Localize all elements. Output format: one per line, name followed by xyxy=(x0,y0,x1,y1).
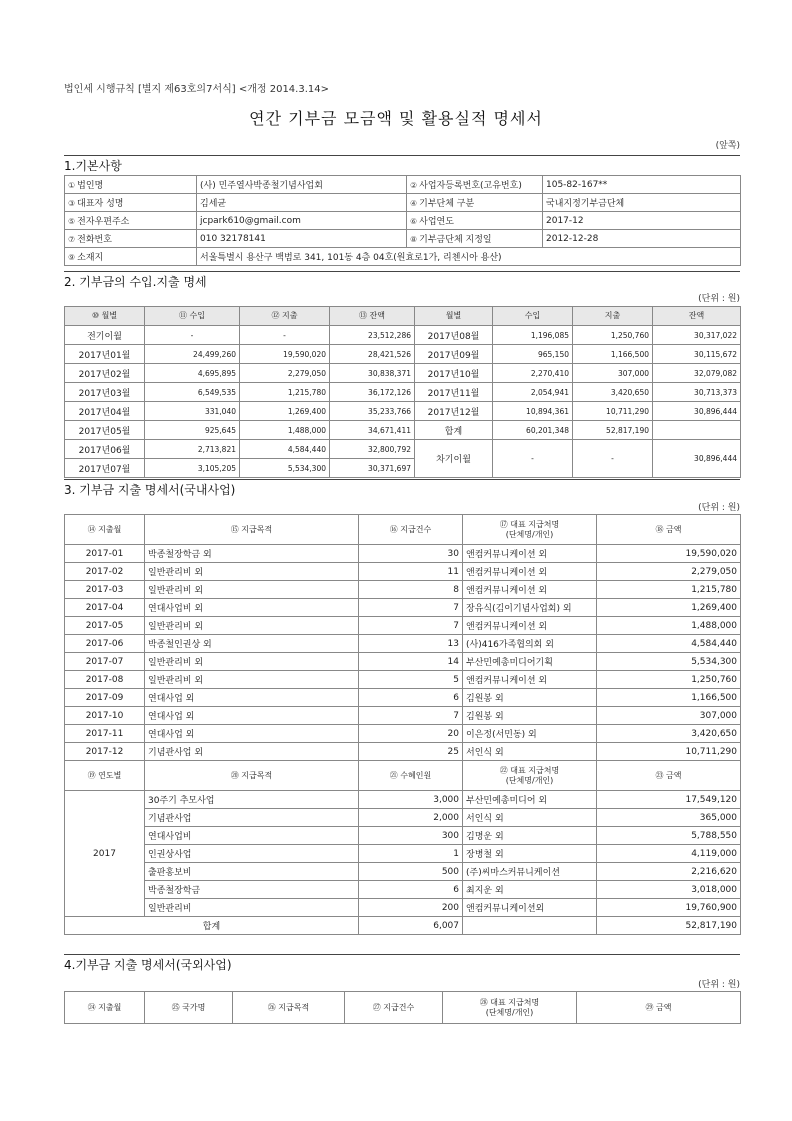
count-cell: 500 xyxy=(359,863,463,881)
info-row xyxy=(65,194,741,212)
table-row xyxy=(65,345,741,364)
payee-cell: 장병철 외 xyxy=(463,845,597,863)
header-line: ㉒ 대표 지급처명 xyxy=(499,765,560,775)
section2-title: 2. 기부금의 수입.지출 명세 xyxy=(64,275,207,289)
expense-row xyxy=(65,671,741,689)
carryover-balance: 30,896,444 xyxy=(653,440,741,478)
header-line: (단체명/개인) xyxy=(485,1007,534,1017)
item-number: ⑨ xyxy=(68,253,76,262)
info-label-text: 전자우편주소 xyxy=(77,217,130,227)
count-cell: 25 xyxy=(359,743,463,761)
count-cell: 200 xyxy=(359,899,463,917)
month-cell: 2017년02월 xyxy=(65,364,145,383)
column-header: ⑯ 지급건수 xyxy=(359,515,463,545)
amount-cell: 17,549,120 xyxy=(597,791,741,809)
income-cell: 1,196,085 xyxy=(493,326,573,345)
table-row xyxy=(65,326,741,345)
item-number: ③ xyxy=(68,199,76,208)
expense-row xyxy=(65,617,741,635)
purpose-cell: 일반관리비 외 xyxy=(145,581,359,599)
total-row xyxy=(65,917,741,935)
column-header: ⑪ 수입 xyxy=(145,307,240,326)
balance-cell: 34,671,411 xyxy=(330,421,415,440)
column-header: 잔액 xyxy=(653,307,741,326)
column-header: ⑳ 지급목적 xyxy=(145,761,359,791)
carryover-label: 차기이월 xyxy=(415,440,493,478)
section3-unit: (단위 : 원) xyxy=(698,503,740,513)
table-header-row xyxy=(65,992,741,1024)
income-cell: 2,054,941 xyxy=(493,383,573,402)
table-row xyxy=(65,364,741,383)
info-label xyxy=(407,194,543,212)
info-value: 010 32178141 xyxy=(197,230,407,248)
payee-cell: (사)416가족협의회 외 xyxy=(463,635,597,653)
amount-cell: 10,711,290 xyxy=(597,743,741,761)
carryover-income: - xyxy=(493,440,573,478)
purpose-cell: 기념관사업 xyxy=(145,809,359,827)
section4-unit: (단위 : 원) xyxy=(698,980,740,990)
count-cell: 14 xyxy=(359,653,463,671)
column-header: ㉔ 지출월 xyxy=(65,992,145,1024)
balance-cell: 35,233,766 xyxy=(330,402,415,421)
expense-row xyxy=(65,743,741,761)
income-cell: 331,040 xyxy=(145,402,240,421)
info-value: 2012-12-28 xyxy=(543,230,741,248)
purpose-cell: 일반관리비 외 xyxy=(145,563,359,581)
table-header-row xyxy=(65,515,741,545)
count-cell: 6 xyxy=(359,689,463,707)
total-count: 6,007 xyxy=(359,917,463,935)
count-cell: 7 xyxy=(359,617,463,635)
month-cell: 2017-01 xyxy=(65,545,145,563)
payee-cell: 앤컴커뮤니케이션 외 xyxy=(463,617,597,635)
purpose-cell: 박종철장학금 외 xyxy=(145,545,359,563)
info-label-text: 기부단체 구분 xyxy=(419,199,475,209)
expense-row xyxy=(65,581,741,599)
month-cell: 2017-07 xyxy=(65,653,145,671)
balance-cell: 23,512,286 xyxy=(330,326,415,345)
count-cell: 7 xyxy=(359,707,463,725)
count-cell: 2,000 xyxy=(359,809,463,827)
section2-unit: (단위 : 원) xyxy=(698,294,740,304)
expense-row xyxy=(65,545,741,563)
column-header: ⑮ 지급목적 xyxy=(145,515,359,545)
count-cell: 30 xyxy=(359,545,463,563)
count-cell: 1 xyxy=(359,845,463,863)
yearly-row xyxy=(65,899,741,917)
balance-cell: 30,838,371 xyxy=(330,364,415,383)
column-header: ㉓ 금액 xyxy=(597,761,741,791)
item-number: ④ xyxy=(410,199,418,208)
month-cell: 2017년06월 xyxy=(65,440,145,459)
expense-cell: 19,590,020 xyxy=(240,345,330,364)
month-cell: 2017년08월 xyxy=(415,326,493,345)
column-header: ⑩ 월별 xyxy=(65,307,145,326)
header-line: ⑰ 대표 지급처명 xyxy=(499,519,560,529)
expense-cell: 307,000 xyxy=(573,364,653,383)
count-cell: 7 xyxy=(359,599,463,617)
column-header: ⑭ 지출월 xyxy=(65,515,145,545)
info-value: (사) 민주열사박종철기념사업회 xyxy=(197,176,407,194)
expense-row xyxy=(65,653,741,671)
purpose-cell: 출판홍보비 xyxy=(145,863,359,881)
expense-row xyxy=(65,635,741,653)
yearly-row xyxy=(65,827,741,845)
purpose-cell: 일반관리비 xyxy=(145,899,359,917)
purpose-cell: 연대사업비 xyxy=(145,827,359,845)
month-cell: 2017-06 xyxy=(65,635,145,653)
purpose-cell: 연대사업 외 xyxy=(145,707,359,725)
column-header xyxy=(463,761,597,791)
purpose-cell: 일반관리비 외 xyxy=(145,617,359,635)
month-cell: 2017-02 xyxy=(65,563,145,581)
expense-row xyxy=(65,563,741,581)
column-header: 월별 xyxy=(415,307,493,326)
info-value: 105-82-167** xyxy=(543,176,741,194)
purpose-cell: 일반관리비 외 xyxy=(145,653,359,671)
info-label xyxy=(65,248,197,266)
column-header xyxy=(443,992,577,1024)
yearly-row xyxy=(65,845,741,863)
month-cell: 2017-08 xyxy=(65,671,145,689)
purpose-cell: 연대사업비 외 xyxy=(145,599,359,617)
expense-cell: 52,817,190 xyxy=(573,421,653,440)
month-cell: 2017-05 xyxy=(65,617,145,635)
income-cell: 965,150 xyxy=(493,345,573,364)
document-title: 연간 기부금 모금액 및 활용실적 명세서 xyxy=(249,109,543,128)
month-cell: 2017-10 xyxy=(65,707,145,725)
amount-cell: 1,488,000 xyxy=(597,617,741,635)
info-label xyxy=(407,212,543,230)
item-number: ⑦ xyxy=(68,235,76,244)
month-cell: 2017년04월 xyxy=(65,402,145,421)
info-label-text: 법인명 xyxy=(77,181,104,191)
amount-cell: 4,119,000 xyxy=(597,845,741,863)
amount-cell: 1,166,500 xyxy=(597,689,741,707)
purpose-cell: 박종철장학금 xyxy=(145,881,359,899)
balance-cell xyxy=(653,421,741,440)
yearly-row xyxy=(65,881,741,899)
amount-cell: 3,018,000 xyxy=(597,881,741,899)
month-cell: 합계 xyxy=(415,421,493,440)
table-header-row xyxy=(65,307,741,326)
column-header xyxy=(463,515,597,545)
amount-cell: 2,279,050 xyxy=(597,563,741,581)
payee-cell: 앤컴커뮤니케이션 외 xyxy=(463,563,597,581)
total-amount: 52,817,190 xyxy=(597,917,741,935)
month-cell: 2017년09월 xyxy=(415,345,493,364)
address-value: 서울특별시 용산구 백범로 341, 101동 4층 04호(원효로1가, 리첸시아 용산) xyxy=(197,248,741,266)
income-expense-table xyxy=(64,306,741,478)
table-row xyxy=(65,402,741,421)
month-cell: 2017년10월 xyxy=(415,364,493,383)
amount-cell: 5,788,550 xyxy=(597,827,741,845)
info-label-text: 사업연도 xyxy=(419,217,454,227)
payee-cell: 최지운 외 xyxy=(463,881,597,899)
payee-cell: 김원봉 외 xyxy=(463,689,597,707)
column-header: ⑫ 지출 xyxy=(240,307,330,326)
header-line: (단체명/개인) xyxy=(505,775,554,785)
info-label xyxy=(407,230,543,248)
front-page-mark: (앞쪽) xyxy=(715,141,740,151)
info-row-address xyxy=(65,248,741,266)
purpose-cell: 기념관사업 외 xyxy=(145,743,359,761)
info-label xyxy=(65,194,197,212)
balance-cell: 30,371,697 xyxy=(330,459,415,478)
domestic-expense-table xyxy=(64,514,741,935)
expense-cell: 1,488,000 xyxy=(240,421,330,440)
amount-cell: 307,000 xyxy=(597,707,741,725)
section3-title: 3. 기부금 지출 명세서(국내사업) xyxy=(64,483,236,497)
amount-cell: 4,584,440 xyxy=(597,635,741,653)
item-number: ① xyxy=(68,181,76,190)
expense-row xyxy=(65,689,741,707)
form-reference: 법인세 시행규칙 [별지 제63호의7서식] <개정 2014.3.14> xyxy=(64,84,329,95)
expense-cell: 2,279,050 xyxy=(240,364,330,383)
column-header: ⑬ 잔액 xyxy=(330,307,415,326)
info-value: jcpark610@gmail.com xyxy=(197,212,407,230)
amount-cell: 19,590,020 xyxy=(597,545,741,563)
info-row xyxy=(65,176,741,194)
amount-cell: 1,215,780 xyxy=(597,581,741,599)
expense-cell: 3,420,650 xyxy=(573,383,653,402)
month-cell: 2017년03월 xyxy=(65,383,145,402)
purpose-cell: 박종철인권상 외 xyxy=(145,635,359,653)
year-cell: 2017 xyxy=(65,791,145,917)
section1-title: 1.기본사항 xyxy=(64,159,122,173)
basic-info-table xyxy=(64,175,741,266)
column-header: 수입 xyxy=(493,307,573,326)
info-value: 국내지정기부금단체 xyxy=(543,194,741,212)
info-row xyxy=(65,212,741,230)
expense-cell: 1,269,400 xyxy=(240,402,330,421)
expense-cell: 5,534,300 xyxy=(240,459,330,478)
column-header: 지출 xyxy=(573,307,653,326)
month-cell: 2017-09 xyxy=(65,689,145,707)
info-label xyxy=(407,176,543,194)
column-header: ㉑ 수혜인원 xyxy=(359,761,463,791)
total-payee xyxy=(463,917,597,935)
purpose-cell: 일반관리비 외 xyxy=(145,671,359,689)
item-number: ⑤ xyxy=(68,217,76,226)
payee-cell: 앤컴커뮤니케이션외 xyxy=(463,899,597,917)
payee-cell: 이은정(서민동) 외 xyxy=(463,725,597,743)
yearly-row xyxy=(65,791,741,809)
table-row xyxy=(65,383,741,402)
month-cell: 2017년11월 xyxy=(415,383,493,402)
expense-cell: - xyxy=(240,326,330,345)
amount-cell: 1,269,400 xyxy=(597,599,741,617)
info-label xyxy=(65,212,197,230)
balance-cell: 30,713,373 xyxy=(653,383,741,402)
amount-cell: 5,534,300 xyxy=(597,653,741,671)
income-cell: 2,713,821 xyxy=(145,440,240,459)
column-header: ⑱ 금액 xyxy=(597,515,741,545)
info-label-text: 전화번호 xyxy=(77,235,112,245)
income-cell: 2,270,410 xyxy=(493,364,573,383)
payee-cell: 앤컴커뮤니케이션 외 xyxy=(463,671,597,689)
payee-cell: 장유식(김이기념사업회) 외 xyxy=(463,599,597,617)
count-cell: 11 xyxy=(359,563,463,581)
section-divider xyxy=(64,155,740,156)
count-cell: 6 xyxy=(359,881,463,899)
month-cell: 2017-03 xyxy=(65,581,145,599)
purpose-cell: 연대사업 외 xyxy=(145,689,359,707)
balance-cell: 32,079,082 xyxy=(653,364,741,383)
amount-cell: 2,216,620 xyxy=(597,863,741,881)
payee-cell: (주)씨마스커뮤니케이션 xyxy=(463,863,597,881)
info-label xyxy=(65,230,197,248)
income-cell: 3,105,205 xyxy=(145,459,240,478)
count-cell: 300 xyxy=(359,827,463,845)
purpose-cell: 연대사업 외 xyxy=(145,725,359,743)
yearly-row xyxy=(65,809,741,827)
balance-cell: 30,896,444 xyxy=(653,402,741,421)
balance-cell: 30,115,672 xyxy=(653,345,741,364)
payee-cell: 앤컴커뮤니케이션 외 xyxy=(463,581,597,599)
total-label: 합계 xyxy=(65,917,359,935)
column-header: ㉗ 지급건수 xyxy=(345,992,443,1024)
month-cell: 2017-12 xyxy=(65,743,145,761)
expense-cell: 1,215,780 xyxy=(240,383,330,402)
income-cell: 10,894,361 xyxy=(493,402,573,421)
balance-cell: 36,172,126 xyxy=(330,383,415,402)
info-row xyxy=(65,230,741,248)
column-header: ㉙ 금액 xyxy=(577,992,741,1024)
count-cell: 8 xyxy=(359,581,463,599)
expense-cell: 1,250,760 xyxy=(573,326,653,345)
month-cell: 2017년05월 xyxy=(65,421,145,440)
payee-cell: 앤컴커뮤니케이션 외 xyxy=(463,545,597,563)
income-cell: 6,549,535 xyxy=(145,383,240,402)
info-label-text: 사업자등록번호(고유번호) xyxy=(419,181,522,191)
expense-cell: 4,584,440 xyxy=(240,440,330,459)
payee-cell: 부산민예총미디어 외 xyxy=(463,791,597,809)
expense-cell: 1,166,500 xyxy=(573,345,653,364)
section-divider xyxy=(64,271,740,272)
amount-cell: 365,000 xyxy=(597,809,741,827)
income-cell: - xyxy=(145,326,240,345)
income-cell: 24,499,260 xyxy=(145,345,240,364)
table-row xyxy=(65,421,741,440)
month-cell: 2017년12월 xyxy=(415,402,493,421)
item-number: ⑥ xyxy=(410,217,418,226)
column-header: ㉕ 국가명 xyxy=(145,992,233,1024)
item-number: ② xyxy=(410,181,418,190)
info-label-text: 기부금단체 지정일 xyxy=(419,235,492,245)
info-label-text: 대표자 성명 xyxy=(77,199,124,209)
month-cell: 전기이월 xyxy=(65,326,145,345)
expense-row xyxy=(65,599,741,617)
yearly-row xyxy=(65,863,741,881)
section4-title: 4.기부금 지출 명세서(국외사업) xyxy=(64,958,232,972)
income-cell: 60,201,348 xyxy=(493,421,573,440)
column-header: ⑲ 연도별 xyxy=(65,761,145,791)
table-row xyxy=(65,440,741,459)
month-cell: 2017년01월 xyxy=(65,345,145,364)
payee-cell: 김원봉 외 xyxy=(463,707,597,725)
count-cell: 13 xyxy=(359,635,463,653)
info-label-text: 소재지 xyxy=(77,253,104,263)
expense-cell: 10,711,290 xyxy=(573,402,653,421)
income-cell: 925,645 xyxy=(145,421,240,440)
count-cell: 20 xyxy=(359,725,463,743)
count-cell: 3,000 xyxy=(359,791,463,809)
month-cell: 2017-11 xyxy=(65,725,145,743)
item-number: ⑧ xyxy=(410,235,418,244)
payee-cell: 김명운 외 xyxy=(463,827,597,845)
expense-row xyxy=(65,725,741,743)
balance-cell: 32,800,792 xyxy=(330,440,415,459)
header-line: ㉘ 대표 지급처명 xyxy=(479,997,540,1007)
carryover-expense: - xyxy=(573,440,653,478)
payee-cell: 서인식 외 xyxy=(463,743,597,761)
amount-cell: 1,250,760 xyxy=(597,671,741,689)
purpose-cell: 인권상사업 xyxy=(145,845,359,863)
info-value: 2017-12 xyxy=(543,212,741,230)
section-divider xyxy=(64,479,740,480)
amount-cell: 3,420,650 xyxy=(597,725,741,743)
table-header-row xyxy=(65,761,741,791)
info-label xyxy=(65,176,197,194)
income-cell: 4,695,895 xyxy=(145,364,240,383)
balance-cell: 28,421,526 xyxy=(330,345,415,364)
section-divider xyxy=(64,954,740,955)
info-value: 김세균 xyxy=(197,194,407,212)
month-cell: 2017-04 xyxy=(65,599,145,617)
count-cell: 5 xyxy=(359,671,463,689)
header-line: (단체명/개인) xyxy=(505,529,554,539)
overseas-expense-table xyxy=(64,991,741,1024)
month-cell: 2017년07월 xyxy=(65,459,145,478)
payee-cell: 부산민예총미디어기획 xyxy=(463,653,597,671)
purpose-cell: 30주기 추모사업 xyxy=(145,791,359,809)
amount-cell: 19,760,900 xyxy=(597,899,741,917)
expense-row xyxy=(65,707,741,725)
payee-cell: 서인식 외 xyxy=(463,809,597,827)
balance-cell: 30,317,022 xyxy=(653,326,741,345)
column-header: ㉖ 지급목적 xyxy=(233,992,345,1024)
